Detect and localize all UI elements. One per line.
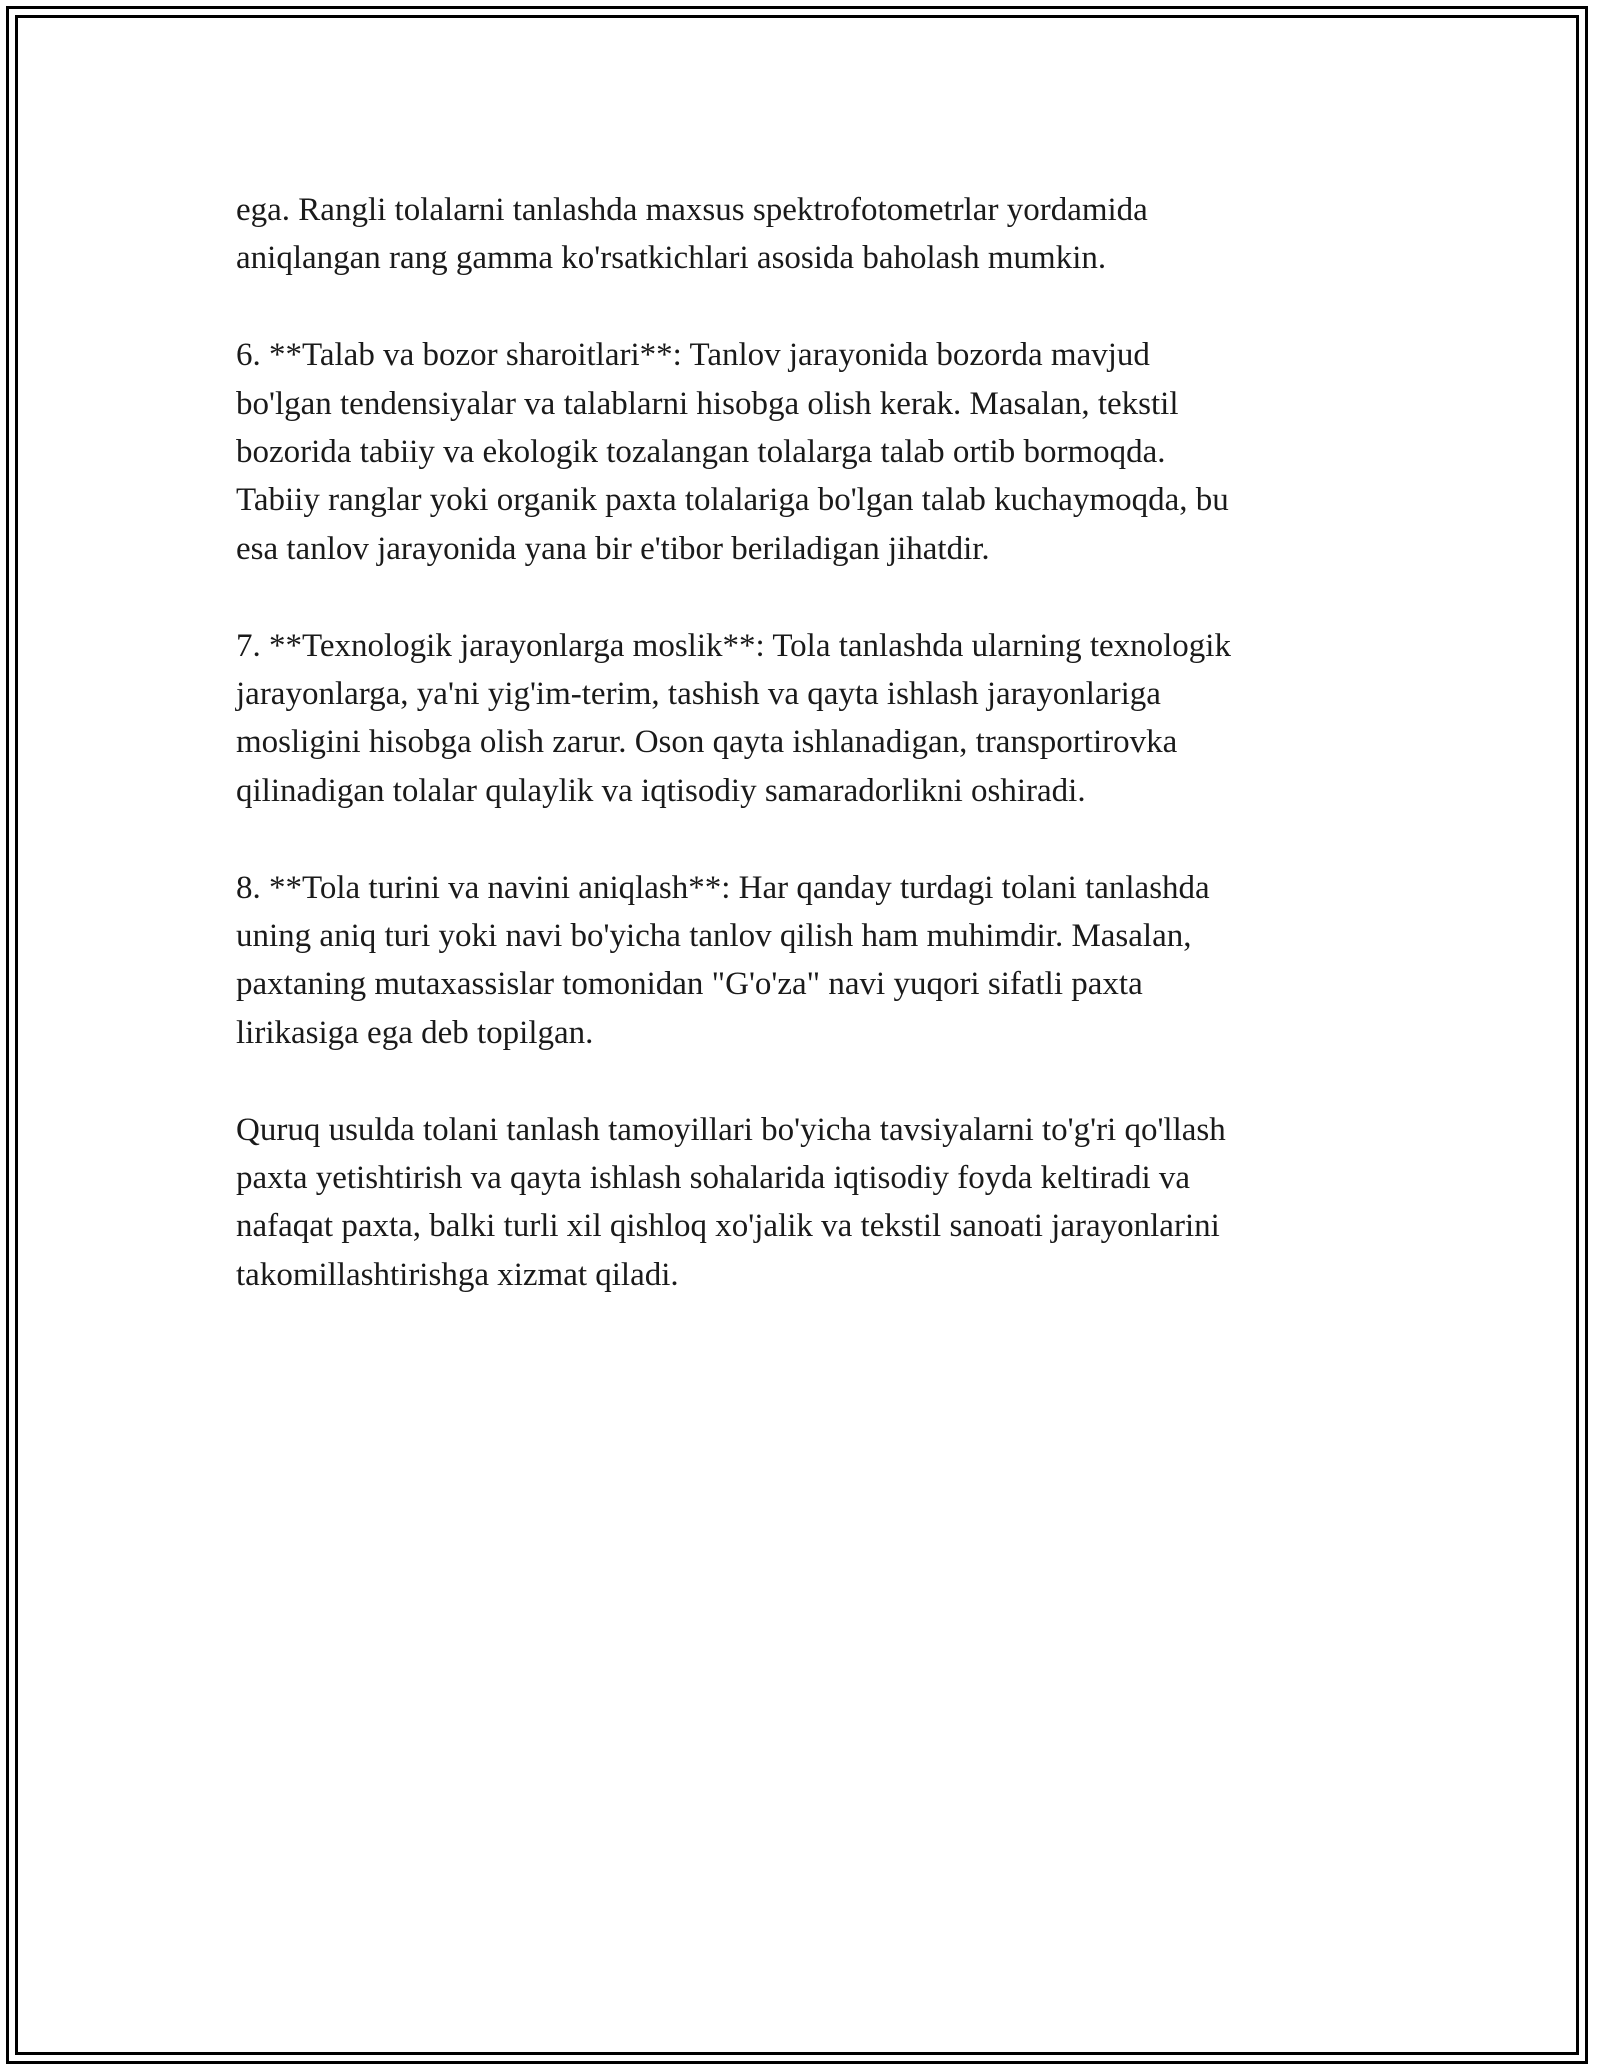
text-line: bo'lgan tendensiyalar va talablarni hisobga olish kerak. Masalan, tekstil xyxy=(236,385,1179,422)
text-line: qilinadigan tolalar qulaylik va iqtisodiy samaradorlikni oshiradi. xyxy=(236,772,1086,809)
paragraph-continuation xyxy=(236,186,1366,283)
text-line: 8. **Tola turini va navini aniqlash**: Har qanday turdagi tolani tanlashda xyxy=(236,869,1210,906)
text-line: uning aniq turi yoki navi bo'yicha tanlov qilish ham muhimdir. Masalan, xyxy=(236,918,1192,955)
text-line: Tabiiy ranglar yoki organik paxta tolalariga bo'lgan talab kuchaymoqda, bu xyxy=(236,482,1229,519)
paragraph-conclusion xyxy=(236,1106,1366,1300)
text-line: paxtaning mutaxassislar tomonidan "G'o'za" navi yuqori sifatli paxta xyxy=(236,966,1143,1003)
text-line: bozorida tabiiy va ekologik tozalangan tolalarga talab ortib bormoqda. xyxy=(236,434,1166,471)
text-line: nafaqat paxta, balki turli xil qishloq xo'jalik va tekstil sanoati jarayonlarini xyxy=(236,1208,1220,1245)
text-line: lirikasiga ega deb topilgan. xyxy=(236,1014,594,1051)
text-line: jarayonlarga, ya'ni yig'im-terim, tashish va qayta ishlash jarayonlariga xyxy=(236,676,1161,713)
text-line: Quruq usulda tolani tanlash tamoyillari bo'yicha tavsiyalarni to'g'ri qo'llash xyxy=(236,1111,1226,1148)
text-line: paxta yetishtirish va qayta ishlash sohalarida iqtisodiy foyda keltiradi va xyxy=(236,1160,1191,1197)
text-line: 7. **Texnologik jarayonlarga moslik**: Tola tanlashda ularning texnologik xyxy=(236,627,1231,664)
text-line: esa tanlov jarayonida yana bir e'tibor beriladigan jihatdir. xyxy=(236,530,990,567)
text-line: mosligini hisobga olish zarur. Oson qayta ishlanadigan, transportirovka xyxy=(236,724,1178,761)
paragraph-item-6 xyxy=(236,331,1366,573)
text-line: ega. Rangli tolalarni tanlashda maxsus spektrofotometrlar yordamida xyxy=(236,192,1148,228)
text-line: takomillashtirishga xizmat qiladi. xyxy=(236,1256,679,1293)
text-line: 6. **Talab va bozor sharoitlari**: Tanlov jarayonida bozorda mavjud xyxy=(236,337,1150,374)
paragraph-item-7 xyxy=(236,622,1366,816)
paragraph-item-8 xyxy=(236,864,1366,1058)
text-line: aniqlangan rang gamma ko'rsatkichlari asosida baholash mumkin. xyxy=(236,240,1107,277)
document-body xyxy=(236,186,1366,1299)
